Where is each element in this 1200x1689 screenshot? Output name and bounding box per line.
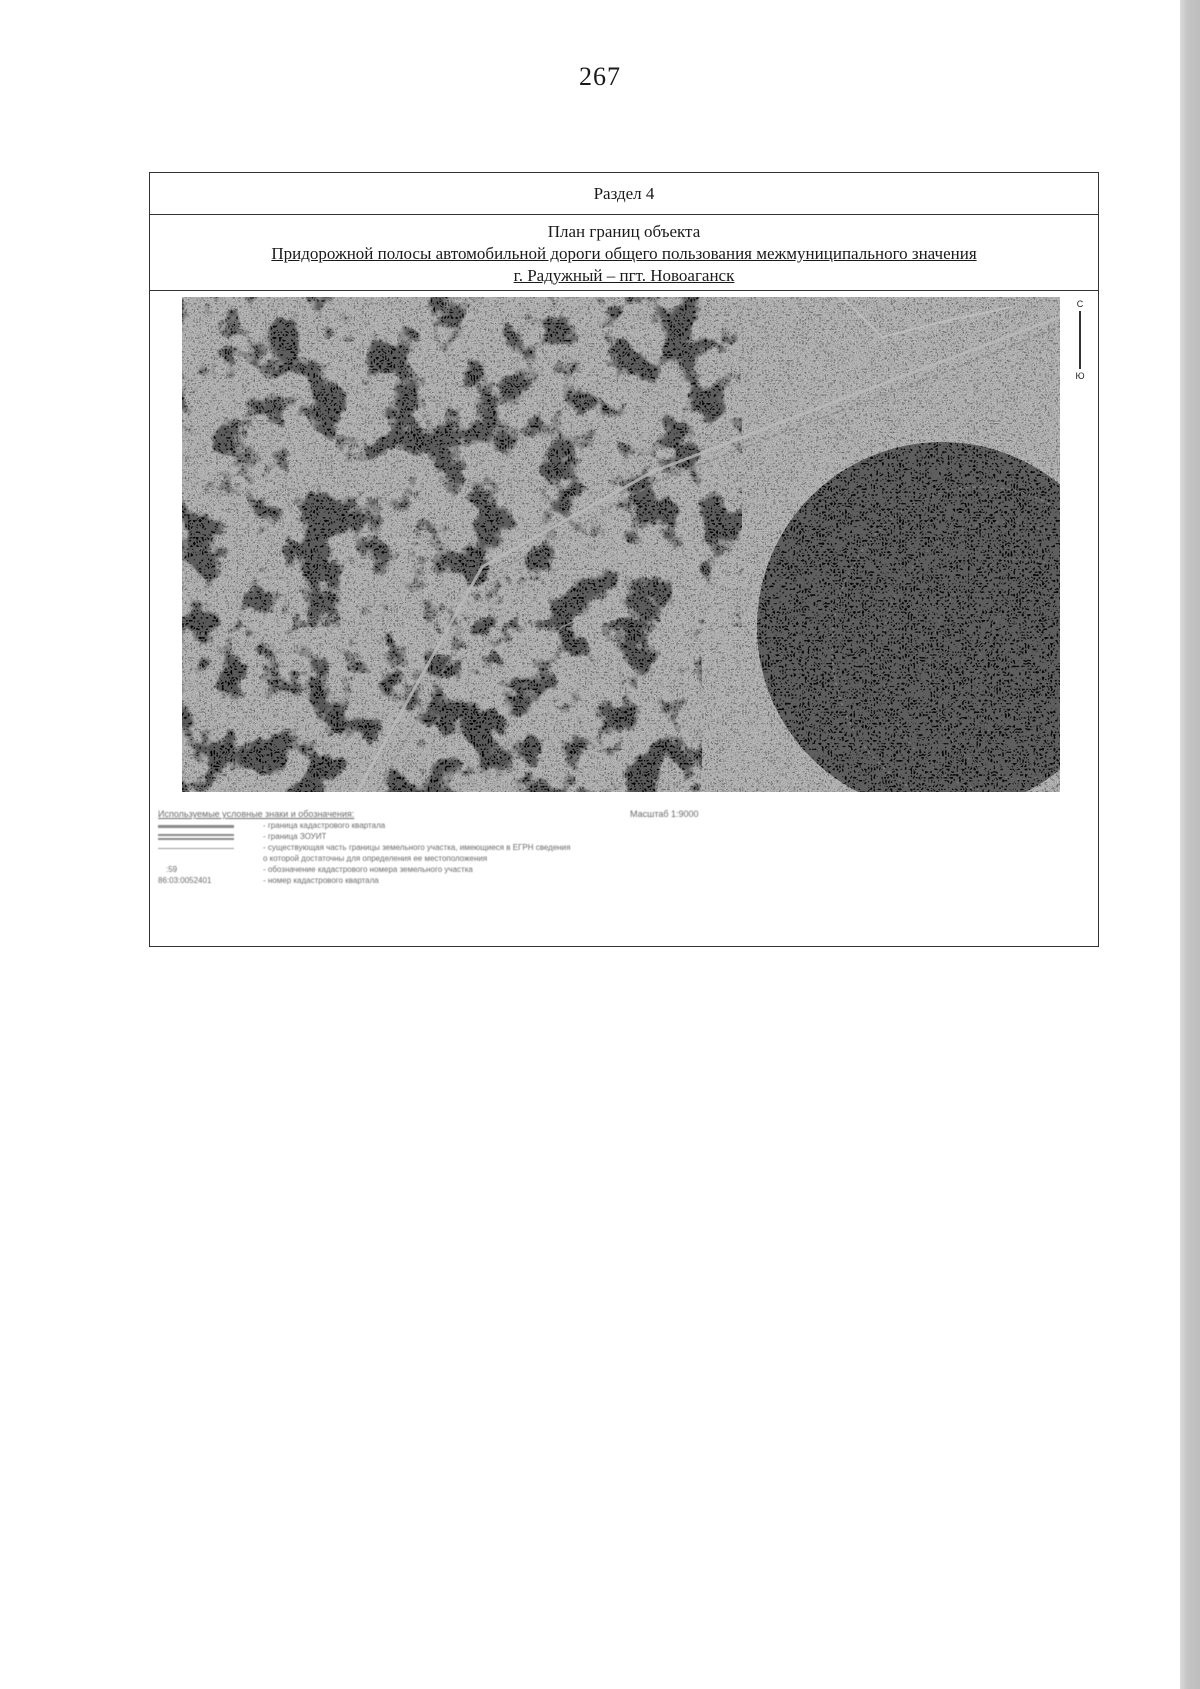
legend-symbol: 86:03:0052401 [158,876,212,885]
compass-south-label: Ю [1075,371,1085,381]
scale-label: Масштаб 1:9000 [630,809,699,819]
legend-desc: - номер кадастрового квартала [263,876,379,885]
title-line-3: г. Радужный – пгт. Новоаганск [513,266,735,285]
title-line-2: Придорожной полосы автомобильной дороги общего пользования межмуниципального значения [271,244,977,263]
compass-north-label: С [1076,299,1084,309]
legend-symbol [158,832,243,842]
section-header: Раздел 4 [150,173,1098,215]
satellite-map-image [182,297,1060,792]
title-line-1: План границ объекта [547,222,701,241]
document-frame [149,172,1099,947]
legend-desc: о которой достаточны для определения ее местоположения [263,854,488,863]
legend-title: Используемые условные знаки и обозначения: [158,809,355,819]
scan-edge-strip [1180,0,1200,1689]
legend-symbol [158,821,243,831]
legend-item [158,821,858,832]
legend-desc: - граница ЗОУИТ [263,832,327,841]
north-arrow [1072,299,1088,389]
title-block [150,215,1098,291]
legend-desc: - существующая часть границы земельного участка, имеющиеся в ЕГРН сведения [263,843,571,852]
legend-item [158,876,858,887]
legend-desc: - обозначение кадастрового номера земельного участка [263,865,473,874]
legend-symbol [158,854,243,864]
legend-item [158,843,858,854]
compass-shaft [1079,311,1081,369]
legend-item [158,865,858,876]
legend-desc: - граница кадастрового квартала [263,821,386,830]
legend-symbol [158,843,243,853]
legend-item [158,832,858,843]
page-number: 267 [579,62,621,91]
legend-symbol: :59 [166,865,178,874]
satellite-map [182,297,1060,792]
legend-item [158,854,858,865]
